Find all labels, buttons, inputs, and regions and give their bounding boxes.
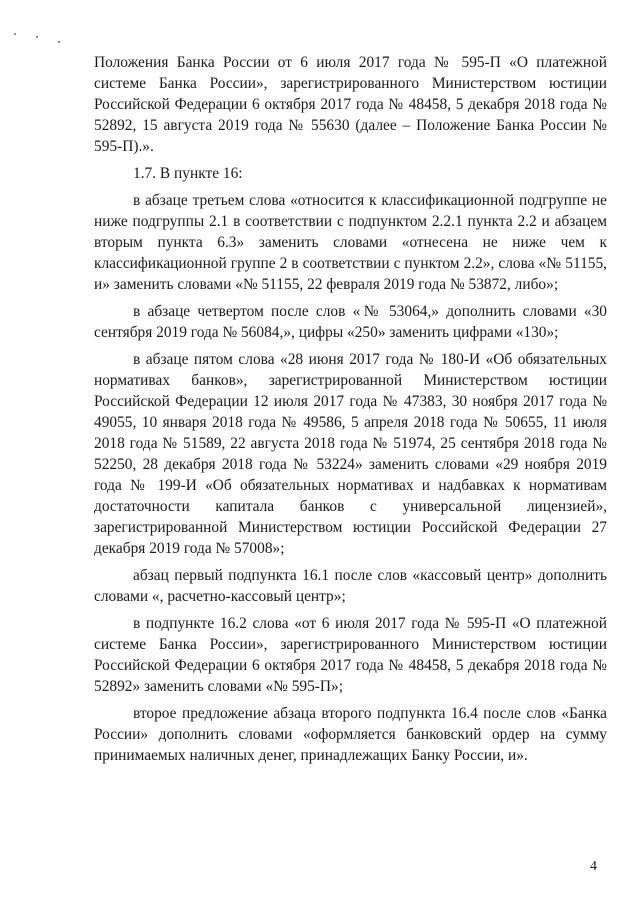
paragraph-fourth-subparagraph: в абзаце четвертом после слов «№ 53064,» дополнить словами «30 сентября 2019 года № 56084,», цифры «250» заменить цифрами «130»; bbox=[94, 303, 607, 341]
paragraph-clause-1-7: 1.7. В пункте 16: bbox=[133, 165, 243, 182]
paragraph-third-subparagraph: в абзаце третьем слова «относится к классификационной подгруппе не ниже подгруппы 2.1 в соответствии с подпунктом 2.2.1 пункта 2.2 и абзацем вторым пункта 6.3» заменить словами «отнесена не ниже чем к классификационной группе 2 в соответствии с пунктом 2.2», слова «№ 51155, и» заменить словами «№ 51155, 22 февраля 2019 года № 53872, либо»; bbox=[94, 192, 607, 293]
paragraph-subclause-16-2: в подпункте 16.2 слова «от 6 июля 2017 года № 595-П «О платежной системе Банка России», зарегистрированного Министерством юстиции Российской Федерации 6 октября 2017 года № 48458, 5 декабря 2018 года № 52892» заменить словами «№ 595-П»; bbox=[94, 615, 607, 695]
page-number: 4 bbox=[590, 859, 597, 874]
paragraph-subclause-16-4: второе предложение абзаца второго подпункта 16.4 после слов «Банка России» дополнить словами «оформляется банковский ордер на сумму принимаемых наличных денег, принадлежащих Банку России, и». bbox=[94, 705, 607, 764]
scan-speck bbox=[58, 41, 60, 43]
document-body bbox=[94, 52, 607, 772]
paragraph-subclause-16-1: абзац первый подпункта 16.1 после слов «кассовый центр» дополнить словами «, расчетно-кассовый центр»; bbox=[94, 567, 607, 605]
scan-speck bbox=[14, 33, 16, 35]
paragraph-continuation: Положения Банка России от 6 июля 2017 года № 595-П «О платежной системе Банка России», зарегистрированного Министерством юстиции Российской Федерации 6 октября 2017 года № 48458, 5 декабря 2018 года № 52892, 15 августа 2019 года № 55630 (далее – Положение Банка России № 595-П).». bbox=[94, 54, 607, 155]
paragraph-fifth-subparagraph: в абзаце пятом слова «28 июня 2017 года № 180-И «Об обязательных нормативах банков», зарегистрированной Министерством юстиции Российской Федерации 12 июля 2017 года № 47383, 30 ноября 2017 года № 49055, 10 января 2018 года № 49586, 5 апреля 2018 года № 50655, 11 июля 2018 года № 51589, 22 августа 2018 года № 51974, 25 сентября 2018 года № 52250, 28 декабря 2018 года № 53224» заменить словами «29 ноября 2019 года № 199-И «Об обязательных нормативах и надбавках к нормативам достаточности капитала банков с универсальной лицензией», зарегистрированной Министерством юстиции Российской Федерации 27 декабря 2019 года № 57008»; bbox=[94, 351, 607, 557]
scan-speck bbox=[36, 36, 38, 38]
